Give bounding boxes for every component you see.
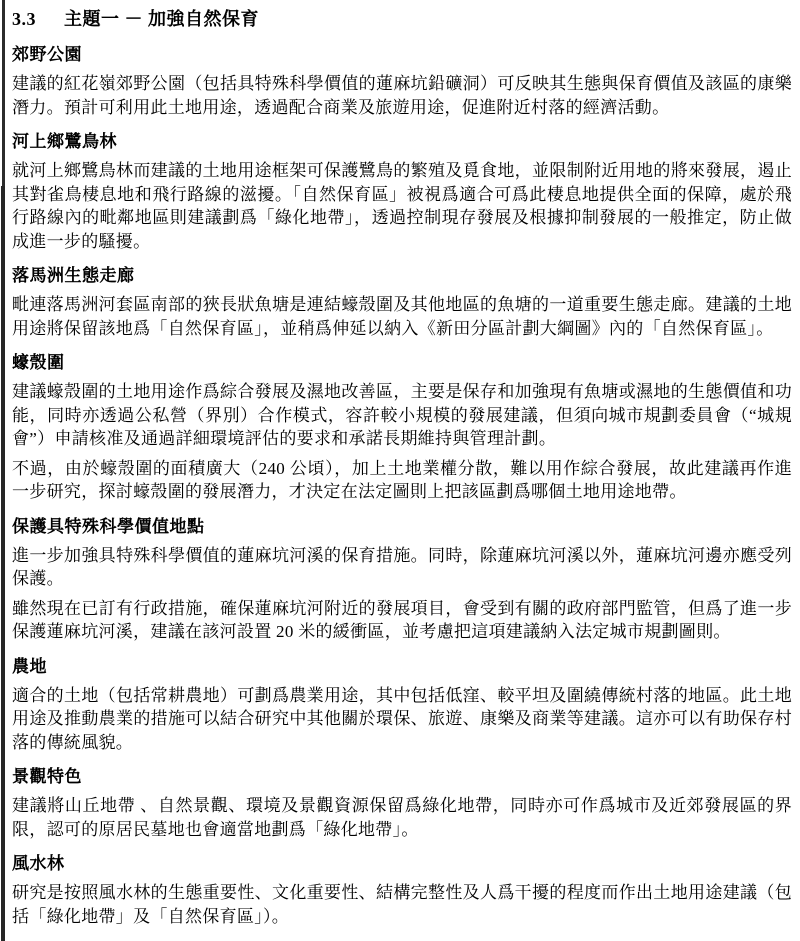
section-hoo-hok-wai: [12, 352, 792, 504]
section-landscape-features: [12, 766, 792, 841]
page-title: [12, 8, 792, 30]
subsection-heading: 蠔殼圍: [12, 353, 65, 372]
subsection-heading: 郊野公園: [12, 45, 82, 64]
subsection-heading: 河上鄉鷺鳥林: [12, 132, 117, 151]
section-agricultural-land: [12, 656, 792, 755]
subsection-heading: 農地: [12, 656, 47, 676]
paragraph: 毗連落馬洲河套區南部的狹長狀魚塘是連結蠔殼圍及其他地區的魚塘的一道重要生態走廊。建議的土地用途將保留該地爲「自然保育區」，並稍爲伸延以納入《新田分區計劃大綱圖》內的「自然保育區」。: [12, 295, 792, 338]
paragraph: 建議的紅花嶺郊野公園（包括具特殊科學價值的蓮麻坑鉛礦洞）可反映其生態與保育價值及該區的康樂潛力。預計可利用此土地用途，透過配合商業及旅遊用途，促進附近村落的經濟活動。: [12, 74, 792, 117]
paragraph: 建議蠔殼圍的土地用途作爲綜合發展及濕地改善區，主要是保存和加強現有魚塘或濕地的生態價值和功能，同時亦透過公私營（界別）合作模式，容許較小規模的發展建議，但須向城市規劃委員會（“城規會”）申請核准及通過詳細環境評估的要求和承諾長期維持與管理計劃。: [12, 382, 792, 448]
paragraph: 不過，由於蠔殼圍的面積廣大（240 公頃），加上土地業權分散，難以用作綜合發展，故此建議再作進一步研究，探討蠔殼圍的發展潛力，才決定在法定圖則上把該區劃爲哪個土地用途地帶。: [12, 458, 792, 501]
section-number: 3.3: [12, 9, 36, 29]
paragraph: 研究是按照風水林的生態重要性、文化重要性、結構完整性及人爲干擾的程度而作出土地用途建議（包括「綠化地帶」及「自然保育區」）。: [12, 883, 792, 926]
paragraph: 進一步加強具特殊科學價值的蓮麻坑河溪的保育措施。同時，除蓮麻坑河溪以外，蓮麻坑河邊亦應受列保護。: [12, 545, 792, 588]
subsection-heading: 風水林: [12, 854, 65, 873]
section-title: 主題一 － 加強自然保育: [64, 9, 259, 29]
paragraph: 雖然現在已訂有行政措施，確保蓮麻坑河附近的發展項目，會受到有關的政府部門監管，但爲了進一步保護蓮麻坑河溪，建議在該河設置 20 米的緩衝區，並考慮把這項建議納入法定城市規劃圖則。: [12, 598, 792, 641]
section-country-park: [12, 44, 792, 119]
paragraph: 適合的土地（包括常耕農地）可劃爲農業用途，其中包括低窪、較平坦及圍繞傳統村落的地區。此土地用途及推動農業的措施可以結合研究中其他關於環保、旅遊、康樂及商業等建議。這亦可以有助保存村落的傳統風貌。: [12, 685, 792, 752]
section-sssi-protection: [12, 516, 792, 644]
subsection-heading: 保護具特殊科學價值地點: [12, 516, 205, 536]
paragraph: 建議將山丘地帶 、自然景觀、環境及景觀資源保留爲綠化地帶，同時亦可作爲城市及近郊發展區的界限，認可的原居民墓地也會適當地劃爲「綠化地帶」。: [12, 796, 792, 839]
section-fung-shui-woodland: [12, 853, 792, 928]
section-ecological-corridor: [12, 265, 792, 340]
section-egretry: [12, 131, 792, 253]
subsection-heading: 景觀特色: [12, 767, 82, 786]
subsection-heading: 落馬洲生態走廊: [12, 266, 135, 285]
paragraph: 就河上鄉鷺鳥林而建議的土地用途框架可保護鷺鳥的繁殖及覓食地，並限制附近用地的將來發展，遏止其對雀鳥棲息地和飛行路線的滋擾。「自然保育區」被視爲適合可爲此棲息地提供全面的保障，處於飛行路線內的毗鄰地區則建議劃爲「綠化地帶」，透過控制現存發展及根據抑制發展的一般推定，防止做成進一步的騷擾。: [12, 161, 792, 251]
